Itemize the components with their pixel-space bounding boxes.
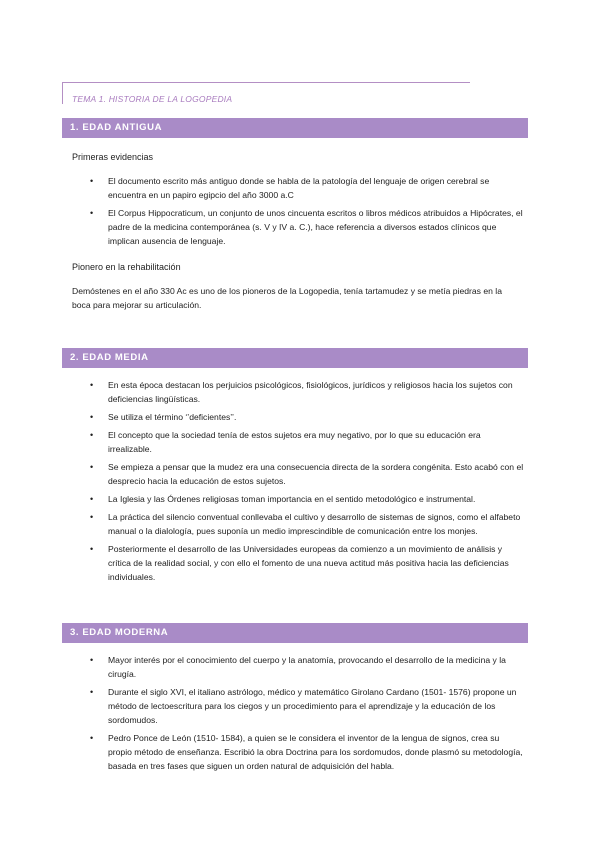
bullet-icon: • bbox=[90, 494, 94, 504]
bullet-icon: • bbox=[90, 176, 94, 186]
list-item: • Durante el siglo XVI, el italiano astrólogo, médico y matemático Girolano Cardano (1501- 1576) propone un método de lectoescritura para los ciegos y un procedimiento para el aprendizaje y la educación de los sordomudos. bbox=[90, 687, 517, 725]
list-item: • La práctica del silencio conventual conllevaba el cultivo y desarrollo de sistemas de signos, como el alfabeto manual o la dialología, pues suponía un medio imprescindible de comunicación entre los monjes. bbox=[90, 512, 521, 536]
bullet-list-edad-moderna bbox=[90, 653, 524, 773]
subheading-pionero: Pionero en la rehabilitación bbox=[72, 262, 181, 272]
section-header-edad-moderna: 3. EDAD MODERNA bbox=[62, 623, 528, 643]
list-item: • Se utiliza el término ‘’deficientes’’. bbox=[90, 412, 237, 422]
list-item: • El Corpus Hippocraticum, un conjunto de unos cincuenta escritos o libros médicos atribuidos a Hipócrates, el padre de la medicina contemporánea (s. V y IV a. C.), hace referencia a diversos estados clínicos que implican ausencia de lenguaje. bbox=[90, 208, 523, 246]
bullet-list-edad-antigua bbox=[90, 174, 524, 248]
header-rule-corner bbox=[62, 82, 63, 104]
section-header-edad-antigua: 1. EDAD ANTIGUA bbox=[62, 118, 528, 138]
bullet-icon: • bbox=[90, 208, 94, 218]
bullet-icon: • bbox=[90, 733, 94, 743]
bullet-list-edad-media bbox=[90, 378, 524, 584]
list-item: • En esta época destacan los perjuicios psicológicos, fisiológicos, jurídicos y religiosos hacia los sujetos con deficiencias lingüísticas. bbox=[90, 380, 513, 404]
bullet-icon: • bbox=[90, 655, 94, 665]
bullet-icon: • bbox=[90, 430, 94, 440]
bullet-icon: • bbox=[90, 512, 94, 522]
bullet-icon: • bbox=[90, 412, 94, 422]
subheading-primeras-evidencias: Primeras evidencias bbox=[72, 152, 154, 162]
bullet-icon: • bbox=[90, 544, 94, 554]
paragraph-demostenes: Demóstenes en el año 330 Ac es uno de los pioneros de la Logopedia, tenía tartamudez y se metía piedras en la boca para mejorar su articulación. bbox=[72, 286, 502, 310]
list-item: • Mayor interés por el conocimiento del cuerpo y la anatomía, provocando el desarrollo de la medicina y la cirugía. bbox=[90, 655, 506, 679]
header-rule bbox=[62, 82, 470, 83]
bullet-icon: • bbox=[90, 462, 94, 472]
section-header-edad-media: 2. EDAD MEDIA bbox=[62, 348, 528, 368]
list-item: • Se empieza a pensar que la mudez era una consecuencia directa de la sordera congénita. Esto acabó con el desprecio hacia la educación de estos sujetos. bbox=[90, 462, 524, 486]
list-item: • Pedro Ponce de León (1510- 1584), a quien se le considera el inventor de la lengua de signos, crea su propio método de enseñanza. Escribió la obra Doctrina para los sordomudos, donde plasmó su metodología, basada en tres fases que siguen un orden natural de adquisición del habla. bbox=[90, 733, 523, 771]
list-item: • La Iglesia y las Órdenes religiosas toman importancia en el sentido metodológico e instrumental. bbox=[90, 494, 476, 504]
bullet-icon: • bbox=[90, 380, 94, 390]
list-item: • El documento escrito más antiguo donde se habla de la patología del lenguaje de origen cerebral se encuentra en un papiro egipcio del año 3000 a.C bbox=[90, 176, 490, 200]
list-item: • El concepto que la sociedad tenía de estos sujetos era muy negativo, por lo que su educación era irrealizable. bbox=[90, 430, 481, 454]
list-item: • Posteriormente el desarrollo de las Universidades europeas da comienzo a un movimiento de análisis y crítica de la realidad social, y con ello el fomento de una nueva actitud más positiva hacia las deficiencias individuales. bbox=[90, 544, 509, 582]
bullet-icon: • bbox=[90, 687, 94, 697]
document-title: TEMA 1. HISTORIA DE LA LOGOPEDIA bbox=[72, 94, 233, 104]
